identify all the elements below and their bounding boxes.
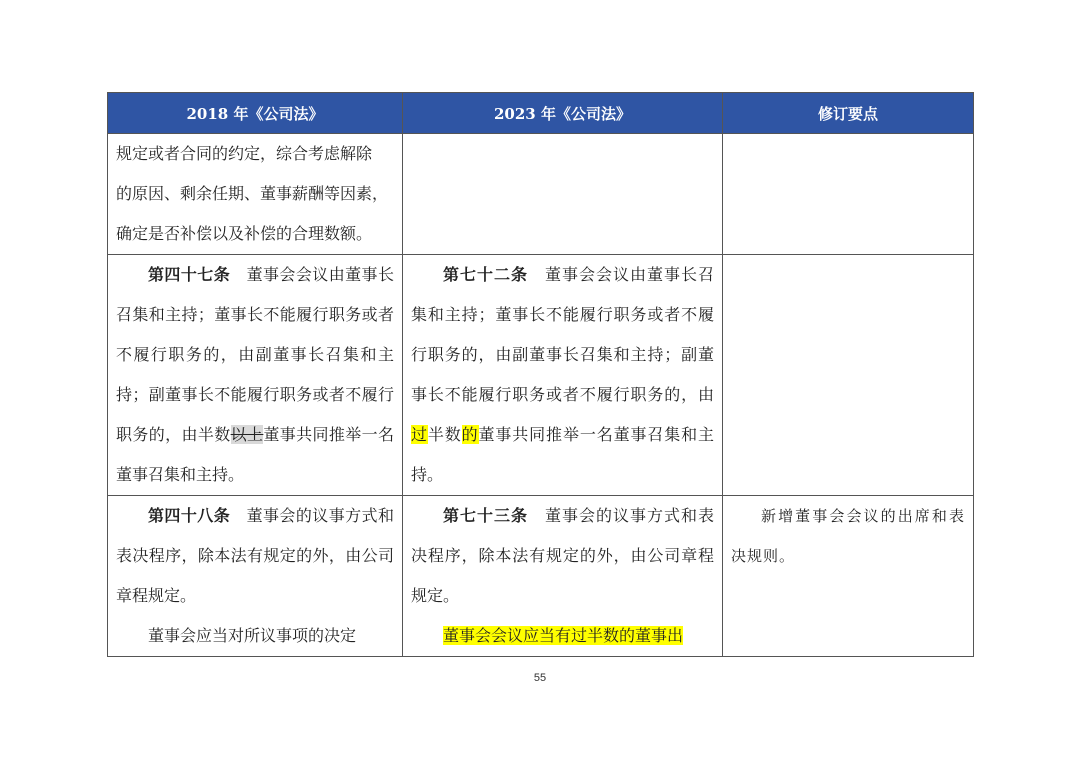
header-row <box>108 93 974 134</box>
cell-revision <box>723 255 974 496</box>
article-body: 董事共同推举一名董事召集和主持。 <box>116 425 394 484</box>
table-row <box>108 496 974 657</box>
deleted-text: 以上 <box>230 425 264 444</box>
cell-revision <box>723 496 974 657</box>
cell-2018 <box>108 134 403 255</box>
cell-2023 <box>403 134 723 255</box>
article-number: 第七十三条 <box>443 506 528 525</box>
cell-2023 <box>403 496 723 657</box>
article-number: 第七十二条 <box>443 265 528 284</box>
article-text <box>116 255 394 495</box>
line: 规定或者合同的约定，综合考虑解除 <box>116 144 373 163</box>
article-body: 董事共同推举一名董事召集和主持。 <box>411 425 714 484</box>
header-2018-law: 2018 年《公司法》 <box>108 93 403 134</box>
cell-2023 <box>403 255 723 496</box>
article-body: 董事会的议事方式和表决程序，除本法有规定的外，由公司章程规定。 <box>411 506 714 605</box>
article-text <box>116 496 394 616</box>
added-text: 董事会会议应当有过半数的董事出 <box>443 626 684 645</box>
table-row <box>108 134 974 255</box>
revision-note: 新增董事会会议的出席和表决规则。 <box>731 507 965 565</box>
article-body: 董事会会议由董事长召集和主持；董事长不能履行职务或者不履行职务的，由副董事长召集和主持；副董事长不能履行职务或者不履行职务的，由 <box>411 265 714 404</box>
added-text: 的 <box>461 425 479 444</box>
article-paragraph: 董事会应当对所议事项的决定 <box>148 626 357 645</box>
article-body: 半数 <box>427 425 462 444</box>
page-number: 55 <box>533 672 547 684</box>
cell-revision <box>723 134 974 255</box>
article-body: 董事会的议事方式和表决程序，除本法有规定的外，由公司章程规定。 <box>116 506 394 605</box>
article-body: 董事会会议由董事长召集和主持；董事长不能履行职务或者不履行职务的，由副董事长召集和主持；副董事长不能履行职务或者不履行职务的，由半数 <box>116 265 394 444</box>
article-number: 第四十八条 <box>148 506 231 525</box>
article-text <box>411 255 714 495</box>
cell-2018 <box>108 496 403 657</box>
article-text <box>411 496 714 616</box>
article-paragraph <box>411 616 714 656</box>
cell-2018 <box>108 255 403 496</box>
comparison-table <box>107 92 974 657</box>
header-revision-points: 修订要点 <box>723 93 974 134</box>
article-number: 第四十七条 <box>148 265 231 284</box>
added-text: 过 <box>411 425 428 444</box>
header-2023-law: 2023 年《公司法》 <box>403 93 723 134</box>
table-row <box>108 255 974 496</box>
line: 的原因、剩余任期、董事薪酬等因素， <box>116 184 389 203</box>
line: 确定是否补偿以及补偿的合理数额。 <box>116 224 373 243</box>
